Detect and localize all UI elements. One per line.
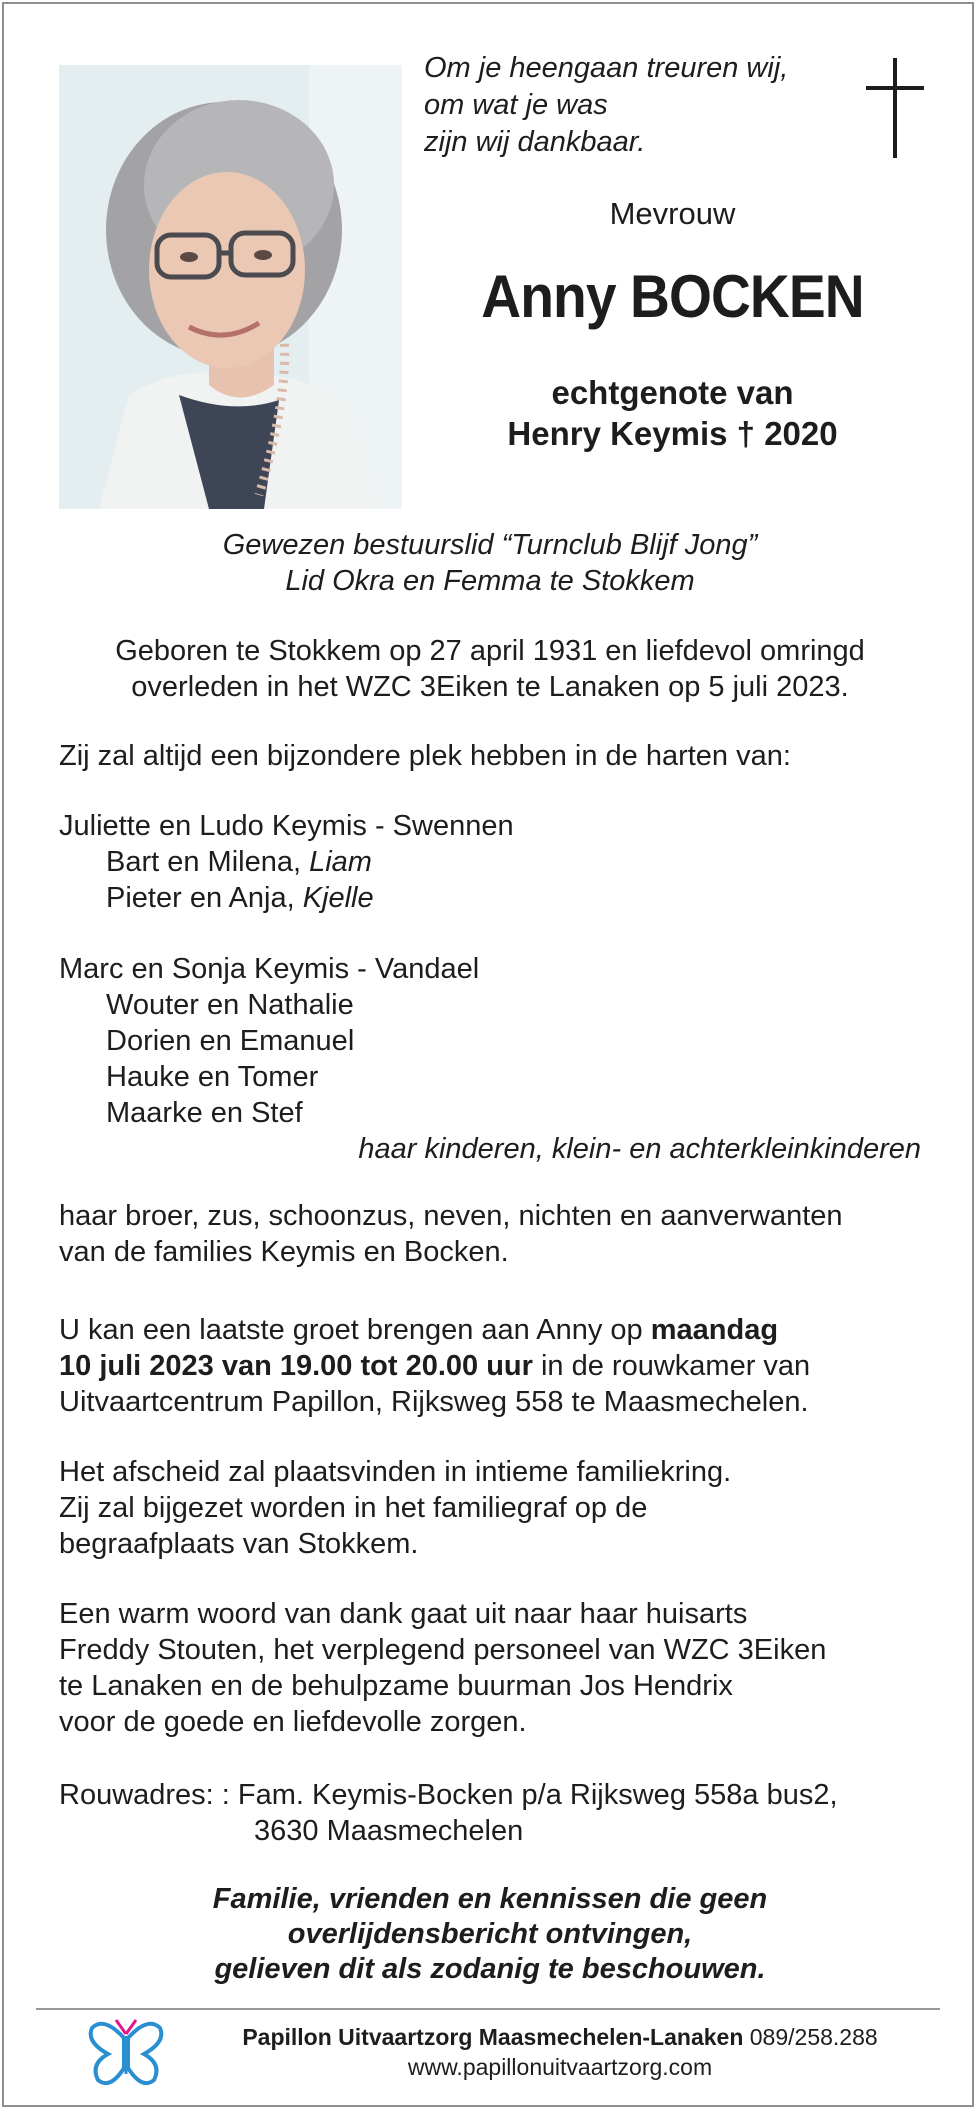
spouse-line: Henry Keymis † 2020 xyxy=(507,415,838,452)
butterfly-logo-icon xyxy=(86,2016,166,2090)
visit-text: in de rouwkamer van xyxy=(532,1350,811,1382)
visit-datetime: 10 juli 2023 van 19.00 tot 20.00 uur xyxy=(59,1350,533,1382)
death-line: overleden in het WZC 3Eiken te Lanaken op 5 juli 2023. xyxy=(131,671,849,703)
relatives xyxy=(59,1198,921,1270)
relations-caption: haar kinderen, klein- en achterkleinkinderen xyxy=(358,1133,921,1165)
membership-line: Lid Okra en Femma te Stokkem xyxy=(285,565,695,597)
deceased-name: Anny BOCKEN xyxy=(481,263,864,330)
footer-divider xyxy=(36,2008,940,2010)
family-member xyxy=(59,844,921,880)
thanks-line: Een warm woord van dank gaat uit naar haar huisarts xyxy=(59,1598,748,1630)
visit-day: maandag xyxy=(650,1314,779,1346)
birth-death-info xyxy=(59,633,921,705)
thanks-line: te Lanaken en de behulpzame buurman Jos Hendrix xyxy=(59,1670,733,1702)
memberships xyxy=(59,527,921,599)
relatives-line: van de families Keymis en Bocken. xyxy=(59,1236,509,1268)
member-names: Pieter en Anja, xyxy=(106,882,303,914)
company-website: www.papillonuitvaartzorg.com xyxy=(407,2054,713,2080)
company-name: Papillon Uitvaartzorg Maasmechelen-Lanaken xyxy=(242,2024,744,2050)
family-member: Dorien en Emanuel xyxy=(106,1025,355,1057)
quote-line: Om je heengaan treuren wij, xyxy=(424,52,789,84)
closing-line: Familie, vrienden en kennissen die geen xyxy=(212,1883,768,1915)
thanks-line: voor de goede en liefdevolle zorgen. xyxy=(59,1706,527,1738)
family-group-1 xyxy=(59,808,921,916)
membership-line: Gewezen bestuurslid “Turnclub Blijf Jong” xyxy=(222,529,758,561)
closing-line: gelieven dit als zodanig te beschouwen. xyxy=(214,1953,766,1985)
visitation-line xyxy=(59,1312,921,1348)
company-phone: 089/258.288 xyxy=(749,2024,878,2050)
family-member: Hauke en Tomer xyxy=(106,1061,319,1093)
visit-text: U kan een laatste groet brengen aan Anny op xyxy=(59,1314,651,1346)
visitation-line: Uitvaartcentrum Papillon, Rijksweg 558 te Maasmechelen. xyxy=(59,1386,809,1418)
company-line xyxy=(180,2022,940,2052)
birth-line: Geboren te Stokkem op 27 april 1931 en liefdevol omringd xyxy=(115,635,865,667)
cross-icon xyxy=(866,58,926,158)
address-line: 3630 Maasmechelen xyxy=(254,1815,524,1847)
spouse-line: echtgenote van xyxy=(551,374,794,411)
family-member: Wouter en Nathalie xyxy=(106,989,354,1021)
honorific: Mevrouw xyxy=(609,196,736,231)
thanks-message xyxy=(59,1596,921,1740)
farewell-line: begraafplaats van Stokkem. xyxy=(59,1528,419,1560)
family-intro: Zij zal altijd een bijzondere plek hebben in de harten van: xyxy=(59,740,791,772)
mourning-address xyxy=(59,1777,921,1849)
memorial-quote xyxy=(424,50,788,161)
farewell-info xyxy=(59,1454,921,1562)
funeral-home-info xyxy=(180,2022,940,2082)
closing-line: overlijdensbericht ontvingen, xyxy=(287,1918,693,1950)
relatives-line: haar broer, zus, schoonzus, neven, nichten en aanverwanten xyxy=(59,1200,843,1232)
address-line: Rouwadres: : Fam. Keymis-Bocken p/a Rijksweg 558a bus2, xyxy=(59,1779,838,1811)
family-head: Marc en Sonja Keymis - Vandael xyxy=(59,953,480,985)
member-names: Bart en Milena, xyxy=(106,846,310,878)
family-member xyxy=(59,880,921,916)
member-children: Kjelle xyxy=(302,882,374,914)
visitation-line xyxy=(59,1348,921,1384)
spouse-info xyxy=(420,372,925,454)
family-group-2 xyxy=(59,951,921,1167)
farewell-line: Het afscheid zal plaatsvinden in intieme familiekring. xyxy=(59,1456,732,1488)
quote-line: zijn wij dankbaar. xyxy=(424,126,646,158)
family-head: Juliette en Ludo Keymis - Swennen xyxy=(59,810,514,842)
quote-line: om wat je was xyxy=(424,89,608,121)
portrait-illustration xyxy=(59,65,402,509)
closing-notice xyxy=(59,1882,921,1987)
thanks-line: Freddy Stouten, het verplegend personeel van WZC 3Eiken xyxy=(59,1634,827,1666)
portrait-photo xyxy=(59,65,402,509)
family-member: Maarke en Stef xyxy=(106,1097,303,1129)
farewell-line: Zij zal bijgezet worden in het familiegraf op de xyxy=(59,1492,648,1524)
visitation-info xyxy=(59,1312,921,1420)
member-children: Liam xyxy=(309,846,372,878)
